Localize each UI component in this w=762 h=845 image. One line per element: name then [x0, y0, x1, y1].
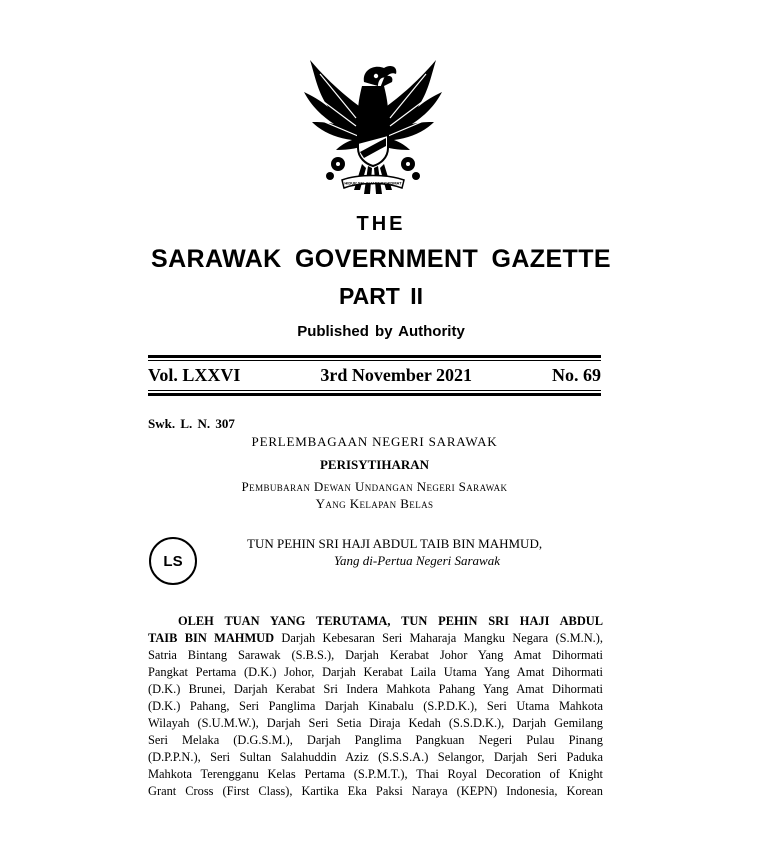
masthead-rule-bottom-thick — [148, 393, 601, 396]
body-line: (D.K.) Pahang, Seri Panglima Darjah Kinabalu (S.P.D.K.), Seri Utama Mahkota — [148, 699, 603, 713]
body-line: Grant Cross (First Class), Kartika Eka Paksi Naraya (KEPN) Indonesia, Korean — [148, 784, 603, 798]
governor-title: Yang di-Pertua Negeri Sarawak — [334, 553, 500, 568]
legal-notice-number: Swk. L. N. 307 — [148, 416, 235, 431]
issue-date: 3rd November 2021 — [320, 365, 472, 385]
body-name-bold: TAIB BIN MAHMUD — [148, 631, 275, 645]
proclamation-heading: PERISYTIHARAN — [319, 457, 430, 472]
proclamation-body — [148, 613, 603, 800]
issue-number: No. 69 — [551, 365, 601, 385]
body-line: Satria Bintang Sarawak (S.B.S.), Darjah Kerabat Johor Yang Amat Dihormati — [148, 648, 603, 662]
body-line: Pangkat Pertama (D.K.) Johor, Darjah Kerabat Laila Utama Yang Amat Dihormati — [148, 665, 603, 679]
published-by-authority: Published by Authority — [297, 323, 465, 340]
masthead-rule-bottom-thin — [148, 390, 601, 391]
governor-name: TUN PEHIN SRI HAJI ABDUL TAIB BIN MAHMUD, — [247, 536, 543, 551]
subject-line-2: Yang Kelapan Belas — [315, 496, 434, 511]
constitution-heading: PERLEMBAGAAN NEGERI SARAWAK — [251, 434, 498, 449]
body-line: Wilayah (S.U.M.W.), Darjah Seri Setia Diraja Kedah (S.S.D.K.), Darjah Gemilang — [148, 716, 603, 730]
ls-seal: LS — [149, 537, 197, 585]
body-line: Seri Melaka (D.G.S.M.), Darjah Panglima Pangkuan Negeri Pulau Pinang — [148, 733, 603, 747]
body-line: (D.P.P.N.), Seri Sultan Salahuddin Aziz (S.S.S.A.) Selangor, Darjah Seri Paduka — [148, 750, 603, 764]
gazette-the-heading: THE — [356, 213, 406, 235]
body-line: Mahkota Terengganu Kelas Pertama (S.P.M.T.), Thai Royal Decoration of Knight — [148, 767, 603, 781]
body-line: (D.K.) Brunei, Darjah Kerabat Sri Indera Mahkota Pahang Yang Amat Dihormati — [148, 682, 603, 696]
gazette-part: PART II — [338, 283, 424, 309]
masthead — [148, 365, 601, 386]
body-line: TAIB BIN MAHMUD Darjah Kebesaran Seri Maharaja Mangku Negara (S.M.N.), — [148, 631, 603, 645]
masthead-rule-top-thick — [148, 355, 601, 358]
body-line: OLEH TUAN YANG TERUTAMA, TUN PEHIN SRI HAJI ABDUL — [178, 614, 603, 628]
sarawak-crest-hornbill-emblem — [298, 52, 448, 202]
gazette-title: SARAWAK GOVERNMENT GAZETTE — [151, 245, 611, 273]
subject-line-1: Pembubaran Dewan Undangan Negeri Sarawak — [241, 479, 508, 494]
volume-number: Vol. LXXVI — [148, 365, 241, 385]
crest-motto: HIDUP SELALU BERKHIDMAT — [344, 180, 402, 186]
masthead-rule-top-thin — [148, 360, 601, 361]
